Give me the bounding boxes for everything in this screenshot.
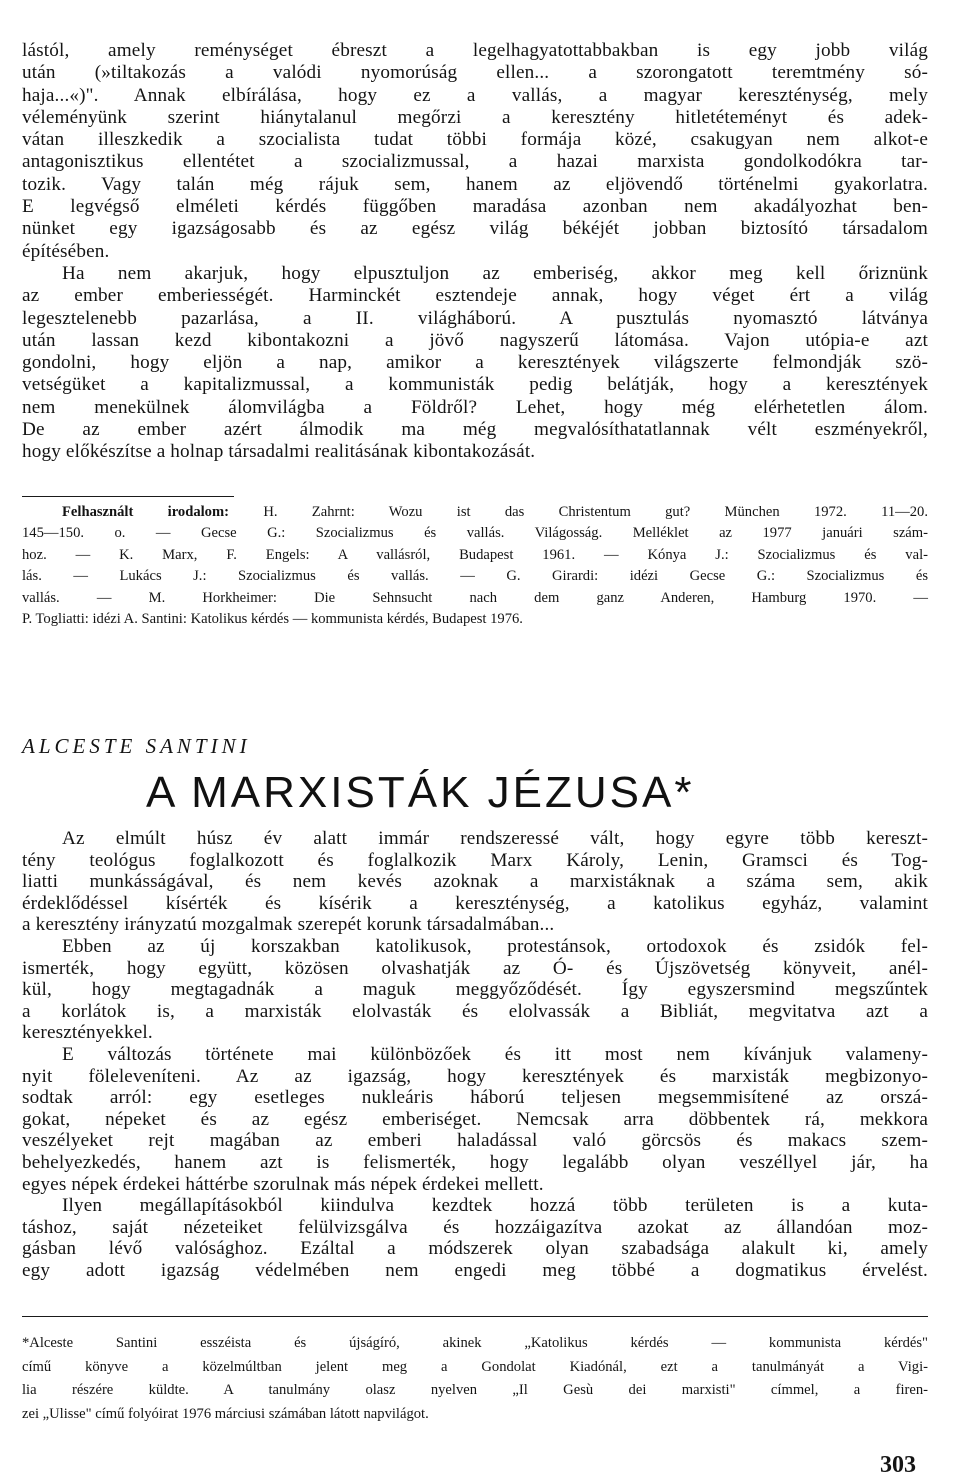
literature-line: vallás. — M. Horkheimer: Die Sehnsucht nach dem ganz Anderen, Hamburg 1970. — — [22, 589, 928, 606]
text-line: egy adott igazság védelmében nem engedi meg többé a dogmatikus érvelést. — [22, 1259, 928, 1281]
text-line: ismerték, hogy együtt, közösen olvashatják az Ó- és Újszövetség könyveit, anél- — [22, 957, 928, 979]
text-line: a keresztény irányzatú mozgalmak szerepét korunk társadalmában... — [22, 914, 555, 936]
text-line: után lassan kezd kibontakozni a jövő nagyszerű látomása. Vajon utópia-e azt — [22, 329, 928, 351]
literature-label: Felhasznált irodalom: — [62, 504, 229, 520]
text-line: tény teológus foglalkozott és foglalkozik Marx Károly, Lenin, Gramsci és Tog- — [22, 849, 928, 871]
text-line: E változás története mai különbözőek és itt most nem kívánjuk valameny- — [62, 1043, 928, 1065]
literature-line: 145—150. o. — Gecse G.: Szocializmus és vallás. Világosság. Melléklet az 1977 januári szám- — [22, 525, 928, 542]
author-footnote — [22, 1332, 928, 1426]
text-line: antagonisztikus ellentétet a szocializmussal, a hazai marxista gondolkodókra tar- — [22, 151, 928, 173]
text-line: Ilyen megállapításokból kiindulva kezdtek hozzá több területen is a kuta- — [62, 1195, 928, 1217]
text-line: nem menekülnek álomvilágba a Földről? Lehet, hogy még elérhetetlen álom. — [22, 396, 928, 418]
footnote-line: zei „Ulisse" című folyóirat 1976 márciusi számában látott napvilágot. — [22, 1405, 429, 1422]
text-line: kül, hogy megtagadnák a maguk meggyőződését. Így egyszersmind megszűntek — [22, 979, 928, 1001]
footnote-divider — [22, 1316, 928, 1317]
text-line: Ebben az új korszakban katolikusok, protestánsok, ortodoxok és zsidók fel- — [62, 935, 928, 957]
text-line: gásban lévő valósághoz. Ezáltal a módszerek olyan szabadsága alakult ki, amely — [22, 1238, 928, 1260]
literature-line: P. Togliatti: idézi A. Santini: Katolikus kérdés — kommunista kérdés, Budapest 1976. — [22, 611, 523, 628]
literature-notes — [22, 502, 928, 630]
text-line: egyes népek érdekei háttérbe szorulnak más népek érdekei mellett. — [22, 1173, 544, 1195]
text-line: nünket egy igazságosabb és az egész világ békéjét jobban biztosító társadalom — [22, 218, 928, 240]
text-line: véleményünk szerint hiánytalanul megőrzi a keresztény hitletéteményt és adek- — [22, 106, 928, 128]
literature-line: hoz. — K. Marx, F. Engels: A vallásról, Budapest 1961. — Kónya J.: Szocializmus és val- — [22, 546, 928, 563]
text-line: lástól, amely reménységet ébreszt a legelhagyatottabbakban is egy jobb világ — [22, 40, 928, 61]
text-line: gokat, népeket és az egész emberiséget. Nemcsak arra döbbentek rá, mekkora — [22, 1108, 928, 1130]
text-line: tozik. Vagy talán még rájuk sem, hanem az eljövendő történelmi gyakorlatra. — [22, 173, 928, 195]
text-line: vetségüket a kapitalizmussal, a kommunisták pedig belátják, hogy a keresztények — [22, 374, 928, 396]
text-line: Ha nem akarjuk, hogy elpusztuljon az emberiség, akkor meg kell őriznünk — [62, 262, 928, 284]
text-line: hogy előkészítse a holnap társadalmi realitásának kibontakozását. — [22, 441, 536, 463]
text-line: behelyezkedés, hanem azt is felismerték, hogy legalább olyan veszéllyel jár, ha — [22, 1151, 928, 1173]
article-author: ALCESTE SANTINI — [22, 734, 251, 758]
text-line: érdeklődéssel kísérték és kísérik a kereszténység, a katolikus egyház, valamint — [22, 892, 928, 914]
text-line: gondolni, hogy eljön a nap, amikor a keresztények világszerte felmondják szö- — [22, 352, 928, 374]
text-line: keresztényekkel. — [22, 1022, 153, 1044]
text-line: a korlátok is, a marxisták elolvasták és elolvassák a Bibliát, megvitatva azt a — [22, 1000, 928, 1022]
text-line: sodtak arról: egy esetleges nukleáris háború teljesen megsemmisítené az orszá- — [22, 1087, 928, 1109]
literature-line: lás. — Lukács J.: Szocializmus és vallás. — G. Girardi: idézi Gecse G.: Szocializmus és — [22, 568, 928, 585]
footnote-line: *Alceste Santini esszéista és újságíró, akinek „Katolikus kérdés — kommunista kérdés" — [22, 1335, 928, 1351]
text-line: haja...«)". Annak elbírálása, hogy ez a vallás, a magyar kereszténység, mely — [22, 84, 928, 106]
footnote-line: lia részére küldte. A tanulmány olasz nyelven „Il Gesù dei marxisti" címmel, a firen- — [22, 1382, 928, 1398]
text-line: De az ember azért álmodik ma még megvalósíthatatlannak vélt eszményekről, — [22, 419, 928, 441]
text-line: táshoz, saját nézeteiket felülvizsgálva és hozzáigazítva azokat az állandóan moz- — [22, 1216, 928, 1238]
text-line: után (»tiltakozás a valódi nyomorúság ellen... a szorongatott teremtmény só- — [22, 62, 928, 84]
text-line: Az elmúlt húsz év alatt immár rendszeressé vált, hogy egyre több kereszt- — [62, 828, 928, 849]
literature-line: Felhasznált irodalom: H. Zahrnt: Wozu ist das Christentum gut? München 1972. 11—20. — [62, 504, 928, 520]
text-line: legesztelenebb pazarlása, a II. világháború. A pusztulás nyomasztó látványa — [22, 307, 928, 329]
article-body — [22, 828, 928, 1281]
preceding-article-text — [22, 40, 928, 464]
text-line: liatti munkásságával, és nem kevés azoknak a marxistáknak a száma sem, akik — [22, 871, 928, 893]
footnote-divider — [22, 496, 234, 497]
text-line: nyit föleleveníteni. Az az igazság, hogy keresztények és marxisták megbizonyo- — [22, 1065, 928, 1087]
text-line: építésében. — [22, 240, 110, 262]
text-line: vátan illeszkedik a szocialista tudat többi formája közé, csakugyan nem alkot-e — [22, 129, 928, 151]
page-number: 303 — [880, 1452, 916, 1478]
article-title: A MARXISTÁK JÉZUSA* — [146, 768, 695, 817]
text-line: veszélyeket rejt magában az emberi haladással való görcsös és makacs szem- — [22, 1130, 928, 1152]
footnote-line: című könyve a közelmúltban jelent meg a Gondolat Kiadónál, ezt a tanulmányát a Vigi- — [22, 1358, 928, 1375]
text-line: az ember emberiességét. Harminckét esztendeje annak, hogy véget ért a világ — [22, 285, 928, 307]
text-line: E legvégső elméleti kérdés függőben maradása azonban nem akadályozhat ben- — [22, 196, 928, 218]
